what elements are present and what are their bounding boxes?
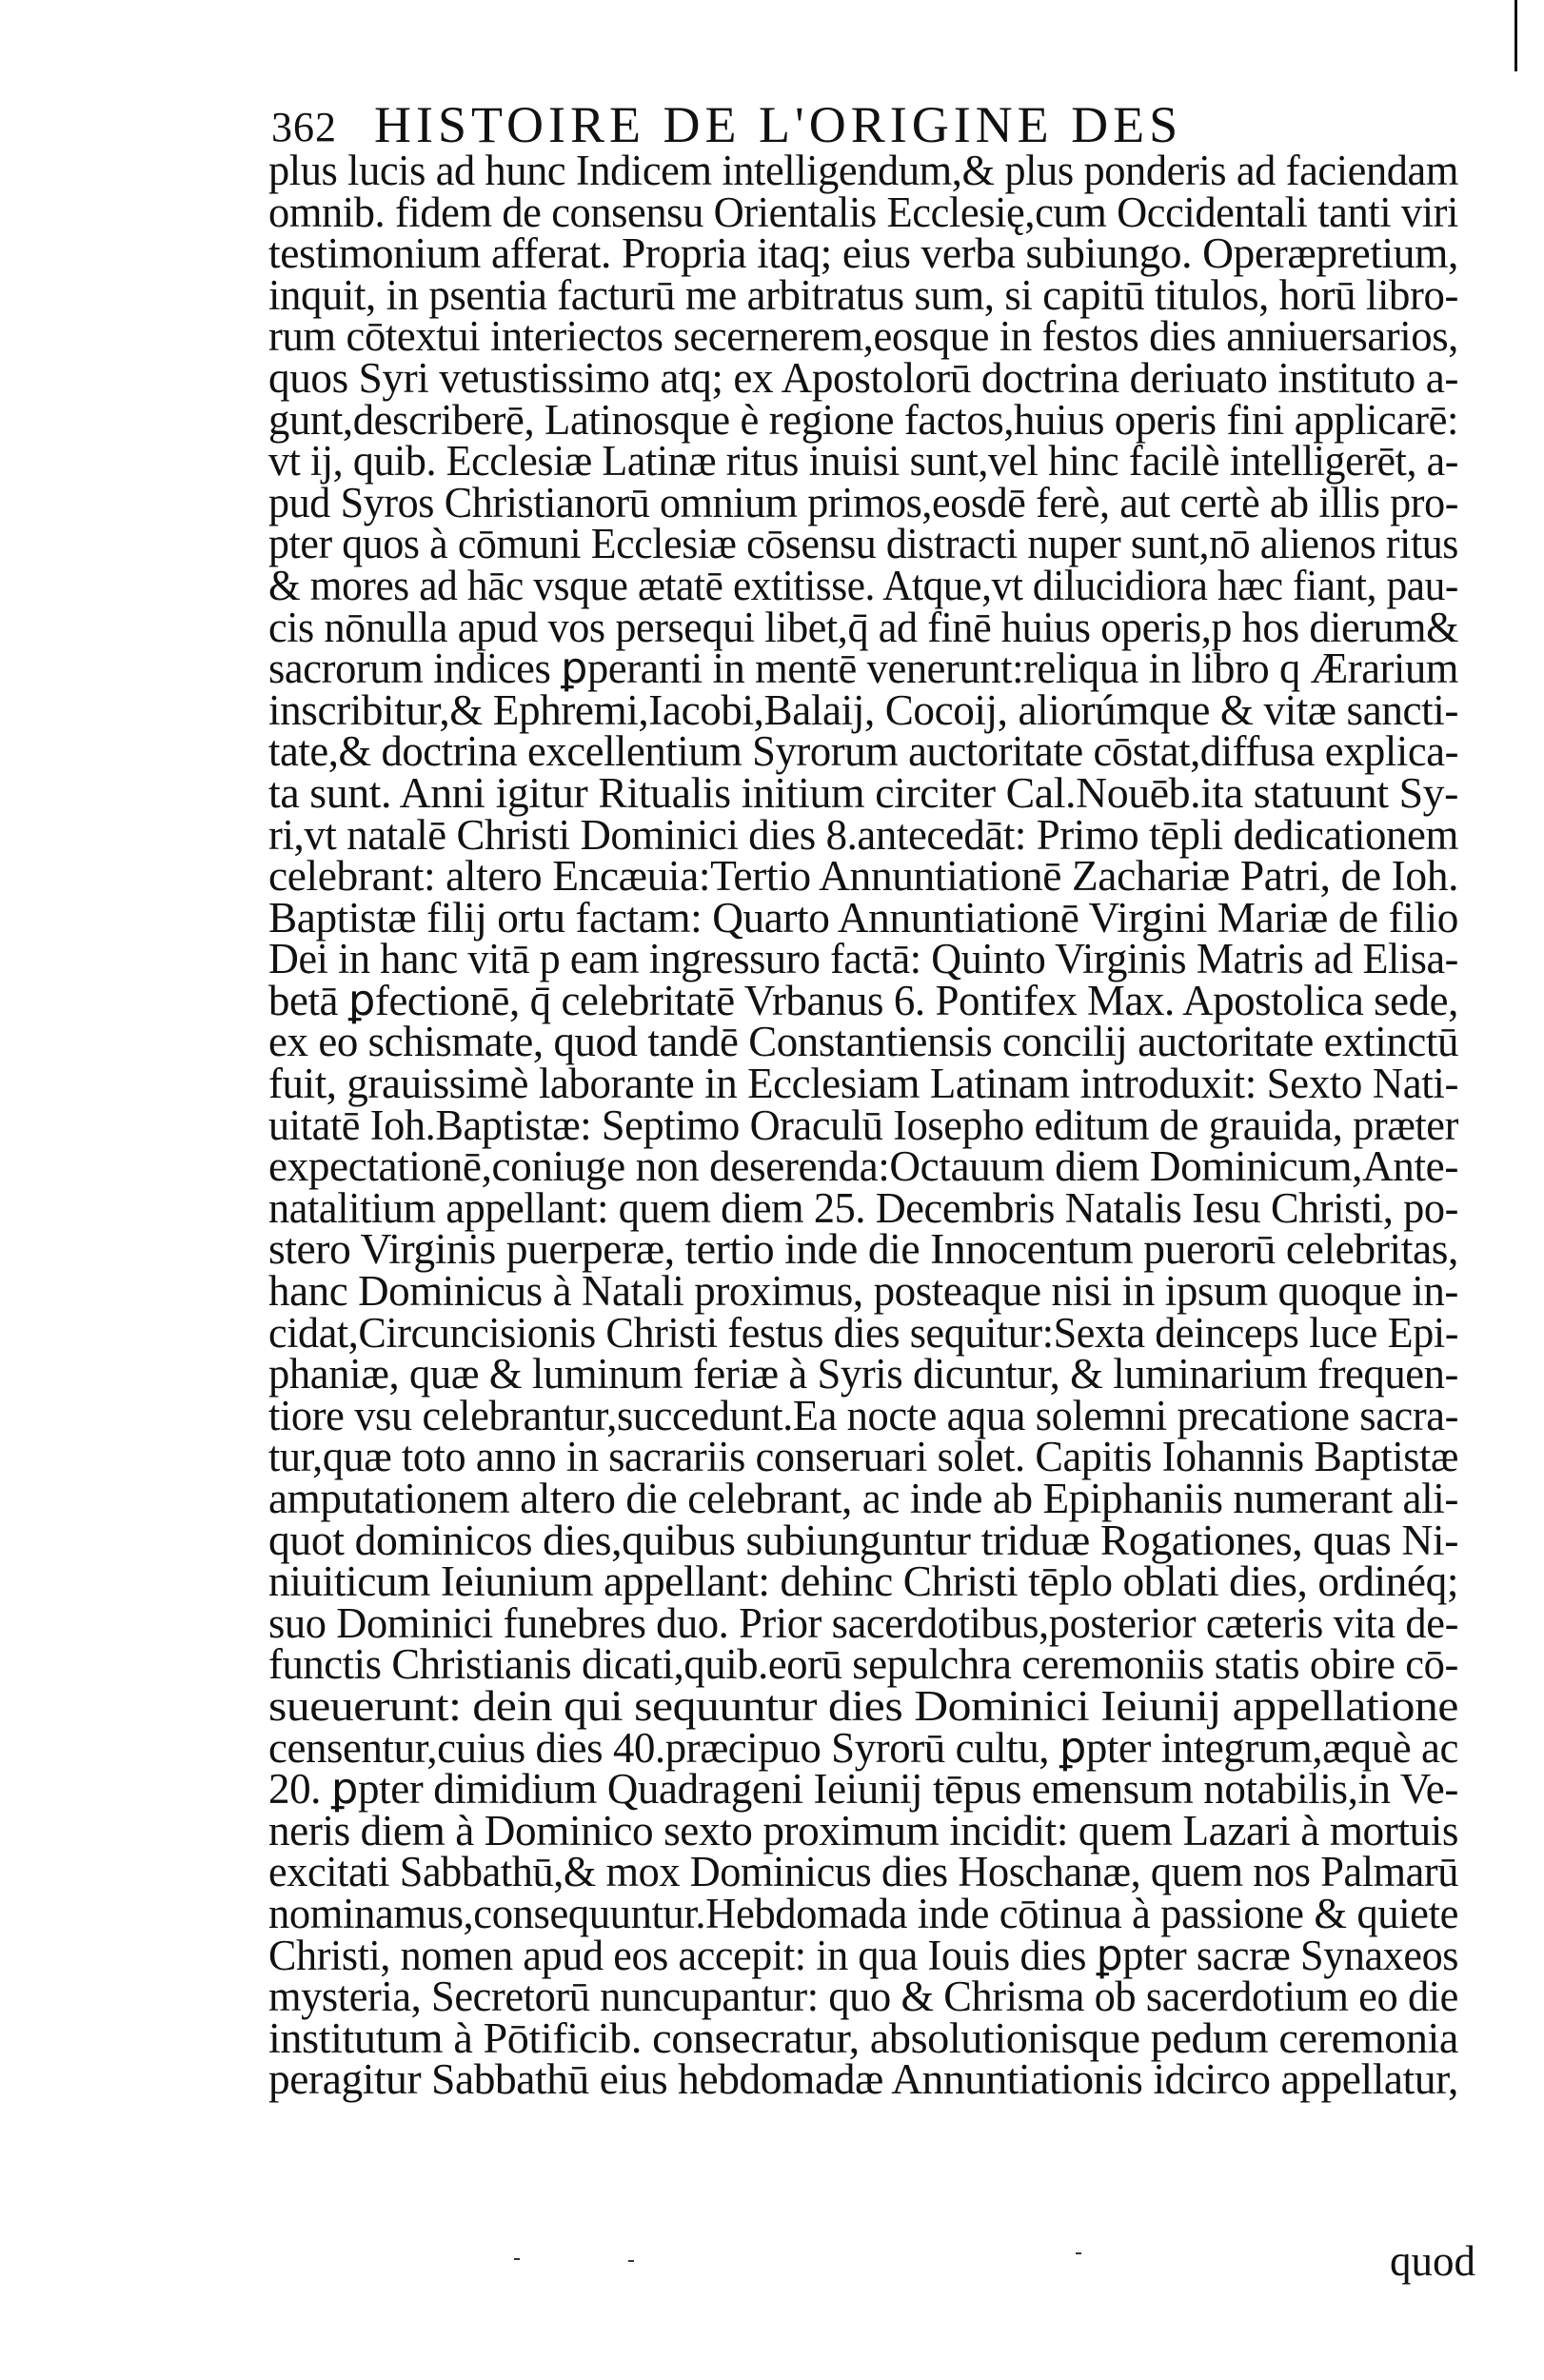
text-line: Dei in hanc vitā p eam ingressuro factā: Quinto Virginis Matris ad Elisa- bbox=[268, 935, 1458, 983]
text-line: gunt,describerē, Latinosque è regione factos,huius operis fini applicarē: bbox=[268, 395, 1459, 444]
text-line: & mores ad hāc vsque ætatē extitisse. Atque,vt dilucidiora hæc fiant, pau- bbox=[268, 561, 1458, 609]
text-line: ta sunt. Anni igitur Ritualis initium circiter Cal.Nouēb.ita statuunt Sy- bbox=[268, 768, 1459, 817]
text-line: quot dominicos dies,quibus subiunguntur triduæ Rogationes, quas Ni- bbox=[268, 1516, 1459, 1564]
text-line: mysteria, Secretorū nuncupantur: quo & Chrisma ob sacerdotium eo die bbox=[268, 1973, 1458, 2021]
text-line: tur,quæ toto anno in sacrariis conseruari solet. Capitis Iohannis Baptistæ bbox=[268, 1433, 1459, 1481]
text-line: tate,& doctrina excellentium Syrorum auctoritate cōstat,diffusa explica- bbox=[268, 727, 1459, 776]
text-line: cidat,Circuncisionis Christi festus dies sequitur:Sexta deinceps luce Epi- bbox=[268, 1308, 1459, 1357]
text-line: Baptistæ filij ortu factam: Quarto Annuntiationē Virgini Mariæ de filio bbox=[268, 893, 1459, 942]
text-line: neris diem à Dominico sexto proximum incidit: quem Lazari à mortuis bbox=[268, 1806, 1459, 1854]
ink-speck bbox=[514, 2258, 520, 2260]
text-line: amputationem altero die celebrant, ac inde ab Epiphaniis numerant ali- bbox=[268, 1475, 1459, 1522]
text-line: inquit, in psentia facturū me arbitratus sum, si capitū titulos, horū libro- bbox=[268, 270, 1458, 319]
text-line: excitati Sabbathū,& mox Dominicus dies Hoschanæ, quem nos Palmarū bbox=[268, 1848, 1458, 1896]
text-line: functis Christianis dicati,quib.eorū sepulchra ceremoniis statis obire cō- bbox=[268, 1640, 1458, 1689]
text-line: tiore vsu celebrantur,succedunt.Ea nocte aqua solemni precatione sacra- bbox=[268, 1391, 1459, 1439]
text-line: institutum à Pōtificib. consecratur, absolutionisque pedum ceremonia bbox=[268, 2013, 1459, 2062]
text-line: stero Virginis puerperæ, tertio inde die Innocentum puerorū celebritas, bbox=[268, 1225, 1458, 1274]
text-line: vt ij, quib. Ecclesiæ Latinæ ritus inuisi sunt,vel hinc facilè intelligerēt, a- bbox=[268, 437, 1459, 486]
page-number: 362 bbox=[271, 104, 337, 150]
text-line: betā ꝑfectionē, q̄ celebritatē Vrbanus 6. Pontifex Max. Apostolica sede, bbox=[268, 976, 1458, 1024]
text-line: sueuerunt: dein qui sequuntur dies Dominici Ieiunij appellatione bbox=[268, 1681, 1459, 1730]
text-line: omnib. fidem de consensu Orientalis Ecclesię,cum Occidentali tanti viri bbox=[268, 188, 1459, 236]
text-line: suo Dominici funebres duo. Prior sacerdotibus,posterior cæteris vita de- bbox=[268, 1598, 1458, 1647]
text-line: plus lucis ad hunc Indicem intelligendum,& plus ponderis ad faciendam bbox=[268, 147, 1459, 194]
text-line: 20. ꝑpter dimidium Quadrageni Ieiunij tēpus emensum notabilis,in Ve- bbox=[268, 1765, 1458, 1814]
text-line: natalitium appellant: quem diem 25. Decembris Natalis Iesu Christi, po- bbox=[268, 1183, 1458, 1232]
print-specks bbox=[514, 2247, 1180, 2275]
text-line: quos Syri vetustissimo atq; ex Apostolorū doctrina deriuato instituto a- bbox=[268, 353, 1459, 402]
text-line: peragitur Sabbathū eius hebdomadæ Annuntiationis idcirco appellatur, bbox=[268, 2055, 1459, 2104]
catchword: quod bbox=[1390, 2237, 1475, 2285]
text-line: expectationē,coniuge non deserenda:Octauum diem Dominicum,Ante- bbox=[268, 1142, 1458, 1191]
text-line: fuit, grauissimè laborante in Ecclesiam Latinam introduxit: Sexto Nati- bbox=[268, 1060, 1459, 1108]
text-line: censentur,cuius dies 40.præcipuo Syrorū cultu, ꝑpter integrum,æquè ac bbox=[268, 1723, 1458, 1772]
text-line: niuiticum Ieiunium appellant: dehinc Christi tēplo oblati dies, ordinéq; bbox=[268, 1557, 1459, 1606]
body-text bbox=[268, 147, 1459, 2104]
text-line: hanc Dominicus à Natali proximus, posteaque nisi in ipsum quoque in- bbox=[268, 1267, 1458, 1316]
text-line: ex eo schismate, quod tandē Constantiensis concilij auctoritate extinctū bbox=[268, 1018, 1458, 1066]
ink-speck bbox=[1076, 2252, 1081, 2254]
text-line: uitatē Ioh.Baptistæ: Septimo Oraculū Iosepho editum de grauida, præter bbox=[268, 1101, 1458, 1149]
text-line: celebrant: altero Encæuia:Tertio Annuntiationē Zachariæ Patri, de Ioh. bbox=[268, 852, 1459, 901]
running-title: HISTOIRE DE L'ORIGINE DES bbox=[374, 96, 1183, 153]
text-line: cis nōnulla apud vos persequi libet,q̄ ad finē huius operis,p hos dierum& bbox=[268, 603, 1459, 651]
page-edge-line bbox=[1514, 0, 1517, 71]
text-line: rum cōtextui interiectos secernerem,eosque in festos dies anniuersarios, bbox=[268, 312, 1458, 361]
text-line: pter quos à cōmuni Ecclesiæ cōsensu distracti nuper sunt,nō alienos ritus bbox=[268, 520, 1458, 568]
text-line: inscribitur,& Ephremi,Iacobi,Balaij, Cocoij, aliorúmque & vitæ sancti- bbox=[268, 685, 1459, 734]
text-line: ri,vt natalē Christi Dominici dies 8.antecedāt: Primo tēpli dedicationem bbox=[268, 810, 1458, 859]
text-line: nominamus,consequuntur.Hebdomada inde cōtinua à passione & quiete bbox=[268, 1889, 1458, 1937]
text-line: Christi, nomen apud eos accepit: in qua Iouis dies ꝑpter sacræ Synaxeos bbox=[268, 1931, 1459, 1979]
ink-speck bbox=[628, 2260, 634, 2262]
text-line: sacrorum indices ꝑperanti in mentē venerunt:reliqua in libro q Ærarium bbox=[268, 645, 1459, 693]
text-line: testimonium afferat. Propria itaq; eius verba subiungo. Operæpretium, bbox=[268, 229, 1459, 278]
text-line: pud Syros Christianorū omnium primos,eosdē ferè, aut certè ab illis pro- bbox=[268, 478, 1459, 526]
text-line: phaniæ, quæ & luminum feriæ à Syris dicuntur, & luminarium frequen- bbox=[268, 1350, 1458, 1398]
